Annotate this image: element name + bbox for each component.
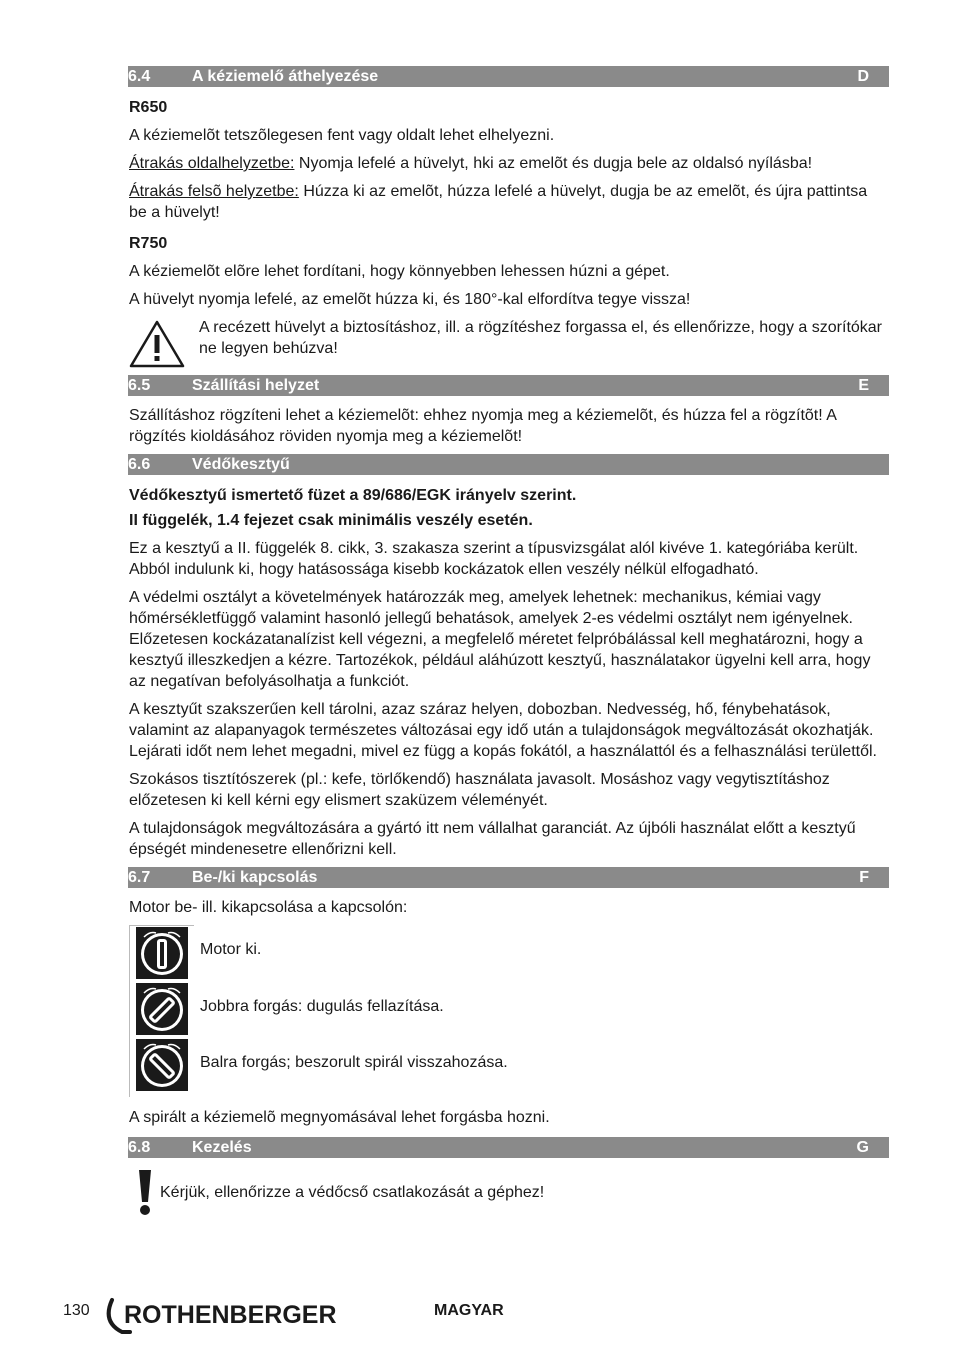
switch-positions: [129, 925, 889, 1097]
section-title: Kezelés: [192, 1139, 252, 1156]
section-number: 6.5: [128, 377, 151, 394]
note: [129, 1168, 889, 1216]
figure-ref: E: [858, 377, 869, 394]
model-heading-r650: R650: [129, 99, 168, 116]
switch-left-icon: [136, 1039, 188, 1091]
bold-paragraph: II függelék, 1.4 fejezet csak minimális veszély esetén.: [129, 512, 533, 529]
section-number: 6.8: [128, 1139, 151, 1156]
underlined-term: Átrakás felsõ helyzetbe:: [129, 183, 299, 200]
switch-off-icon: [136, 927, 188, 979]
language-label: MAGYAR: [434, 1302, 504, 1319]
paragraph: Motor be- ill. kikapcsolása a kapcsolón:: [129, 899, 408, 916]
section-number: 6.7: [128, 869, 151, 886]
section-header-6-4: [128, 66, 889, 87]
section-header-6-7: [128, 867, 889, 888]
paragraph: A tulajdonságok megváltozására a gyártó itt nem vállalhat garanciát. Az újbóli használat előtt a kesztyű épségét mindenesetre ellenőrizni kell.: [129, 820, 856, 858]
figure-ref: F: [859, 869, 869, 886]
section-number: 6.4: [128, 68, 151, 85]
switch-left-label: Balra forgás; beszorult spirál visszahozása.: [200, 1054, 508, 1071]
paragraph: Szokásos tisztítószerek (pl.: kefe, törlőkendő) használata javasolt. Mosáshoz vagy vegytisztításhoz előzetesen ki kell kérni egy elismert szaküzem véleményét.: [129, 771, 830, 809]
paragraph: A kesztyűt szakszerűen kell tárolni, azaz száraz helyen, dobozban. Nedvesség, hő, fénybehatások, valamint az alapanyagok természetes változásai egy idő után a tulajdonságok megváltozását okozhatják. Lejárati időt nem lehet megadni, mivel ez függ a kopás fokától, a használattól és a felhasználási területtől.: [129, 701, 877, 760]
page-content: [129, 66, 889, 1216]
paragraph: A spirált a kéziemelõ megnyomásával lehet forgásba hozni.: [129, 1109, 550, 1126]
warning-triangle-icon: [129, 319, 191, 369]
switch-right-icon: [136, 983, 188, 1035]
paragraph-text: Nyomja lefelé a hüvelyt, hki az emelõt és dugja bele az oldalsó nyílásba!: [294, 155, 813, 172]
exclamation-icon: [133, 1168, 157, 1216]
section-header-6-8: [128, 1137, 889, 1158]
warning-text: A recézett hüvelyt a biztosításhoz, ill. a rögzítéshez forgassa el, és ellenőrizze, hogy a szorítókar ne legyen behúzva!: [199, 319, 883, 357]
paragraph: [129, 181, 889, 223]
section-header-6-6: [128, 454, 889, 475]
section-title: Be-/ki kapcsolás: [192, 869, 318, 886]
figure-ref: D: [857, 68, 869, 85]
warning-note: [129, 317, 889, 369]
paragraph: A védelmi osztályt a követelmények határozzák meg, amelyek lehetnek: mechanikus, kémiai vagy hőmérsékletfüggő valamint hasonló jellegű behatások, amelyek 2-es védelmi osztályt nem igényelnek. Előzetesen kockázatanalízist kell végezni, a megfelelő méretet felpróbálással kell meghatározni, hogy a kesztyű illeszkedjen a kézre. Tartozékok, például aláhúzott kesztyű, használatakor ügyelni kell arra, hogy az negatívan befolyásolhatja a funkciót.: [129, 589, 871, 690]
paragraph: Szállításhoz rögzíteni lehet a kéziemelõt: ehhez nyomja meg a kéziemelõt, és húzza fel a rögzítõt! A rögzítés kioldásához röviden nyomja meg a kéziemelõt!: [129, 407, 837, 445]
note-text: Kérjük, ellenőrizze a védőcső csatlakozását a géphez!: [160, 1183, 545, 1201]
rothenberger-logo: [100, 1296, 350, 1336]
paragraph: Ez a kesztyű a II. függelék 8. cikk, 3. szakasza szerint a típusvizsgálat alól kivéve 1. kategóriába került. Abból indulunk ki, hogy hatásossága kisebb kockázatok ellen veszély nélkül elfogadható.: [129, 540, 859, 578]
bold-paragraph: Védőkesztyű ismertető füzet a 89/686/EGK irányelv szerint.: [129, 487, 577, 504]
page-number: 130: [63, 1302, 90, 1319]
paragraph: A hüvelyt nyomja lefelé, az emelõt húzza ki, és 180°-kal elfordítva tegye vissza!: [129, 291, 691, 308]
section-header-6-5: [128, 375, 889, 396]
section-number: 6.6: [128, 456, 151, 473]
section-title: A kéziemelő áthelyezése: [192, 68, 379, 85]
model-heading-r750: R750: [129, 235, 168, 252]
section-title: Védőkesztyű: [192, 456, 290, 473]
brand-text: ROTHENBERGER: [124, 1301, 337, 1329]
paragraph-text: Húzza ki az emelõt, húzza lefelé a hüvelyt, dugja be az emelõt, és újra pattintsa be a hüvelyt!: [129, 183, 868, 221]
figure-ref: G: [856, 1139, 869, 1156]
paragraph: A kéziemelõt tetszõlegesen fent vagy oldalt lehet elhelyezni.: [129, 127, 555, 144]
switch-off-label: Motor ki.: [200, 941, 262, 958]
paragraph: A kéziemelõt elõre lehet fordítani, hogy könnyebben lehessen húzni a gépet.: [129, 263, 670, 280]
section-title: Szállítási helyzet: [192, 377, 320, 394]
switch-right-label: Jobbra forgás: dugulás fellazítása.: [200, 998, 444, 1015]
underlined-term: Átrakás oldalhelyzetbe:: [129, 155, 295, 172]
paragraph: [129, 153, 889, 174]
